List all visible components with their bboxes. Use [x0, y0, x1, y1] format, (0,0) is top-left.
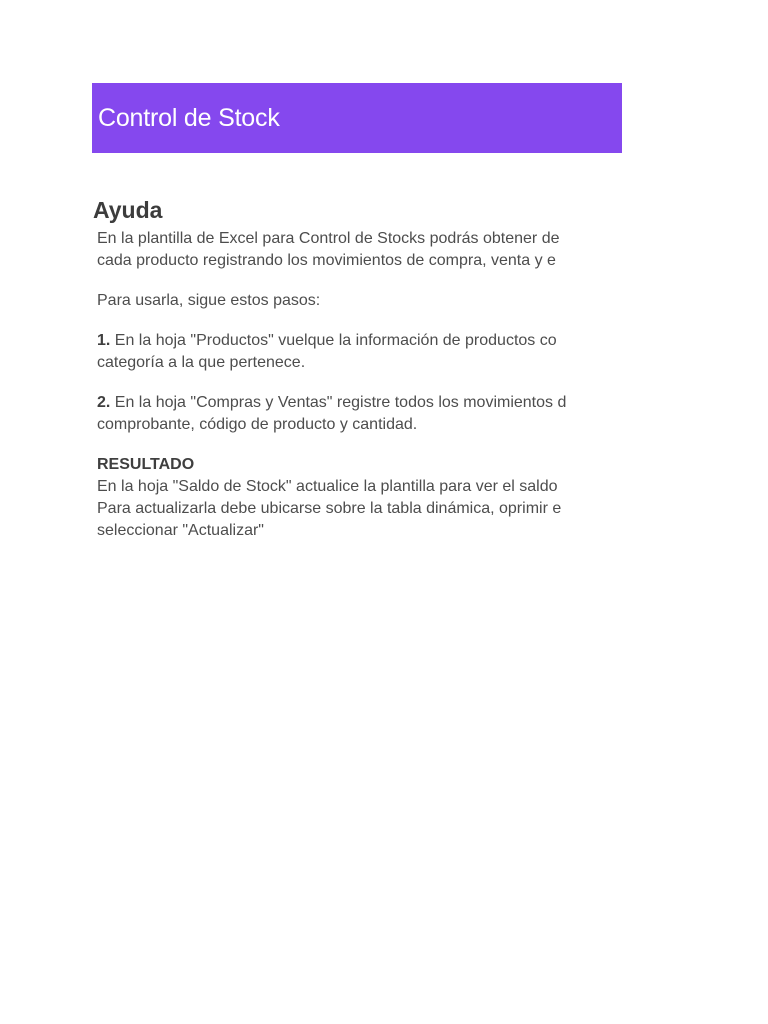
step-2-line-2: comprobante, código de producto y cantidad.	[97, 416, 418, 433]
result-line-2: Para actualizarla debe ubicarse sobre la tabla dinámica, oprimir e	[97, 500, 562, 517]
intro-line-2: cada producto registrando los movimientos de compra, venta y e	[97, 252, 556, 269]
step-1-text: En la hoja "Productos" vuelque la información de productos co	[110, 332, 557, 349]
step-2-text: En la hoja "Compras y Ventas" registre todos los movimientos d	[110, 394, 567, 411]
help-heading: Ayuda	[93, 197, 163, 223]
step-1-line-1	[97, 330, 622, 352]
spacer	[97, 374, 622, 392]
result-heading: RESULTADO	[97, 456, 195, 473]
page-title: Control de Stock	[98, 103, 280, 132]
result-line-3: seleccionar "Actualizar"	[97, 522, 264, 539]
steps-intro: Para usarla, sigue estos pasos:	[97, 292, 321, 309]
intro-line-1: En la plantilla de Excel para Control de Stocks podrás obtener de	[97, 230, 560, 247]
spacer	[97, 272, 622, 290]
step-1-line-2: categoría a la que pertenece.	[97, 354, 306, 371]
result-line-1: En la hoja "Saldo de Stock" actualice la plantilla para ver el saldo	[97, 478, 558, 495]
spacer	[97, 312, 622, 330]
spreadsheet-page	[92, 83, 622, 563]
spacer	[97, 436, 622, 454]
title-banner	[92, 83, 622, 153]
step-1-number: 1.	[97, 332, 111, 349]
help-content	[92, 228, 622, 542]
step-2-line-1	[97, 392, 622, 414]
step-2-number: 2.	[97, 394, 111, 411]
